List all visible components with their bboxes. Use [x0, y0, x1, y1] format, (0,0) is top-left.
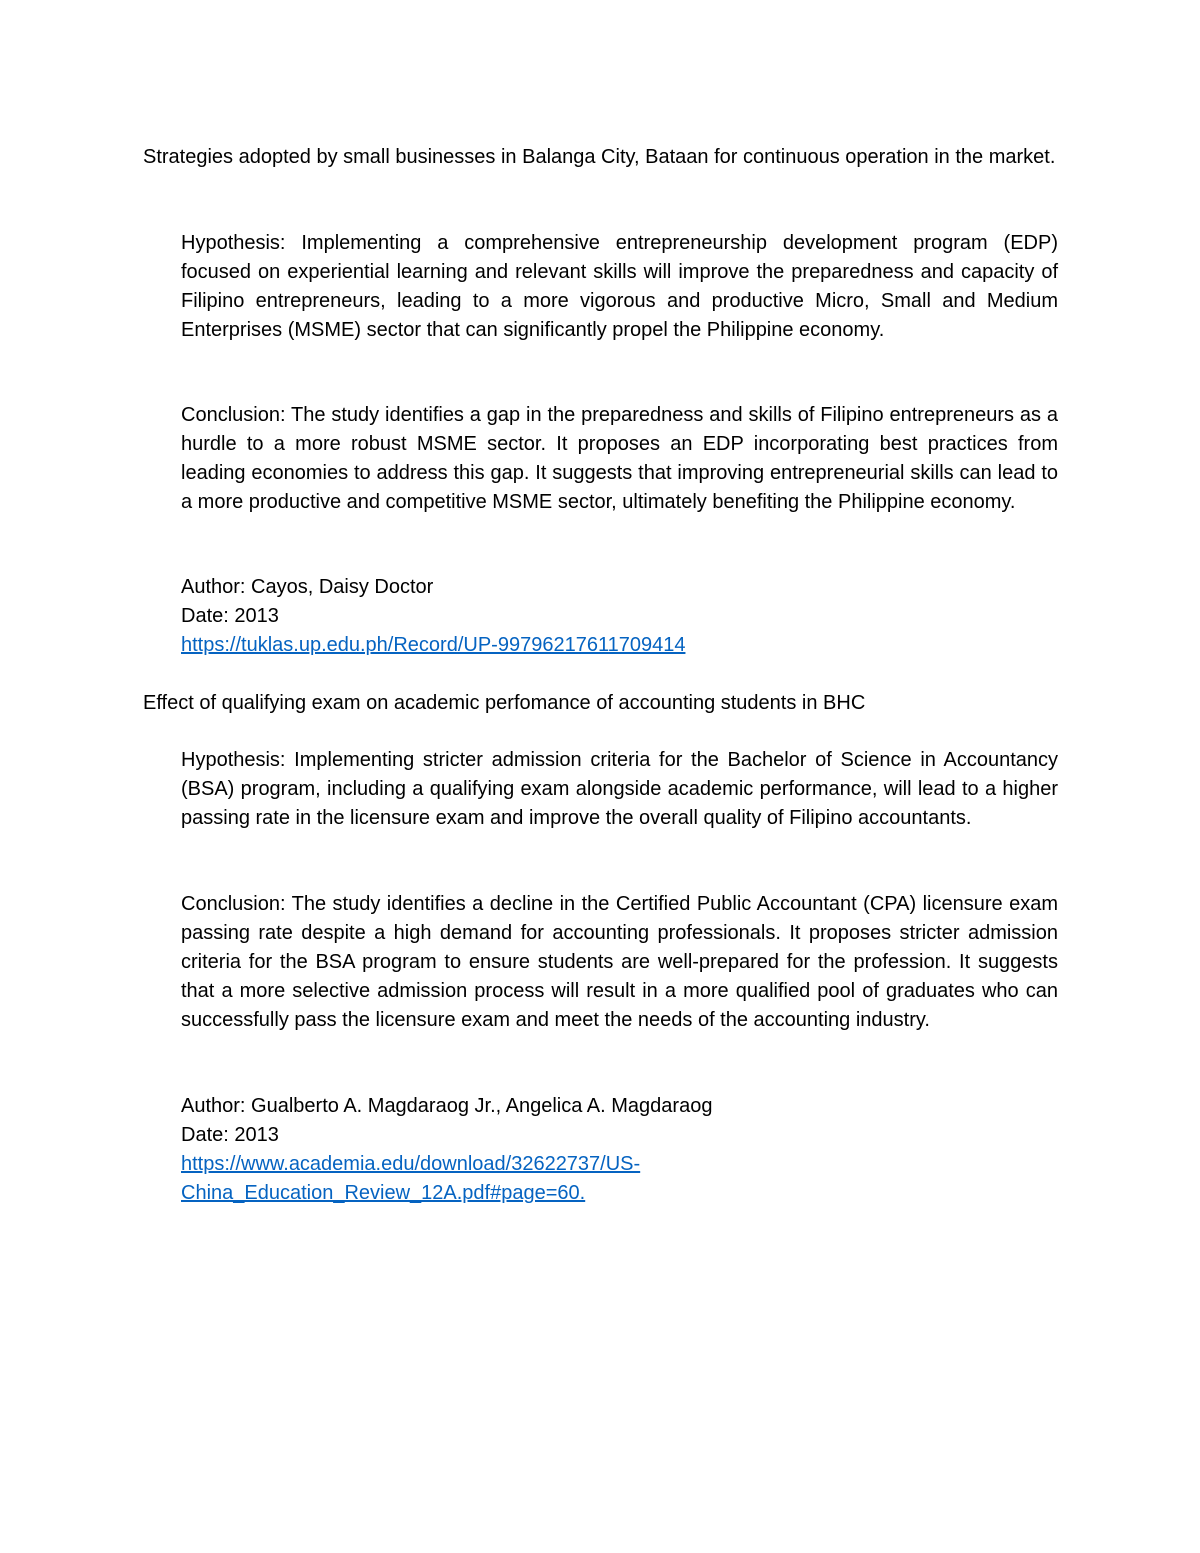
entry-1-hypothesis: Hypothesis: Implementing a comprehensive entrepreneurship development program (EDP) focused on experiential learning and relevant skills will improve the preparedness and capacity of Filipino entrepreneurs, leading to a more vigorous and productive Micro, Small and Medium Enterprises (MSME) sector that can significantly propel the Philippine economy. — [181, 232, 1058, 341]
entry-1-author: Author: Cayos, Daisy Doctor — [181, 576, 434, 598]
entry-2-title: Effect of qualifying exam on academic perfomance of accounting students in BHC — [143, 692, 866, 714]
entry-2-hypothesis: Hypothesis: Implementing stricter admission criteria for the Bachelor of Science in Accountancy (BSA) program, including a qualifying exam alongside academic performance, will lead to a higher passing rate in the licensure exam and improve the overall quality of Filipino accountants. — [181, 749, 1058, 829]
entry-2-source-link[interactable]: https://www.academia.edu/download/32622737/US- — [181, 1153, 641, 1175]
entry-2-source-link-continued[interactable]: China_Education_Review_12A.pdf#page=60. — [181, 1182, 586, 1204]
entry-1-source-link[interactable]: https://tuklas.up.edu.ph/Record/UP-99796217611709414 — [181, 634, 686, 656]
entry-1-title: Strategies adopted by small businesses in Balanga City, Bataan for continuous operation in the market. — [143, 146, 1056, 168]
entry-2-author: Author: Gualberto A. Magdaraog Jr., Angelica A. Magdaraog — [181, 1095, 713, 1117]
entry-2-citation — [181, 1092, 1058, 1208]
entry-1-citation — [181, 573, 1058, 660]
entry-1-date: Date: 2013 — [181, 605, 279, 627]
entry-2-date: Date: 2013 — [181, 1124, 279, 1146]
entry-1-conclusion: Conclusion: The study identifies a gap in the preparedness and skills of Filipino entrepreneurs as a hurdle to a more robust MSME sector. It proposes an EDP incorporating best practices from leading economies to address this gap. It suggests that improving entrepreneurial skills can lead to a more productive and competitive MSME sector, ultimately benefiting the Philippine economy. — [181, 404, 1058, 513]
entry-2-conclusion: Conclusion: The study identifies a decline in the Certified Public Accountant (CPA) licensure exam passing rate despite a high demand for accounting professionals. It proposes stricter admission criteria for the BSA program to ensure students are well-prepared for the profession. It suggests that a more selective admission process will result in a more qualified pool of graduates who can successfully pass the licensure exam and meet the needs of the accounting industry. — [181, 893, 1058, 1031]
